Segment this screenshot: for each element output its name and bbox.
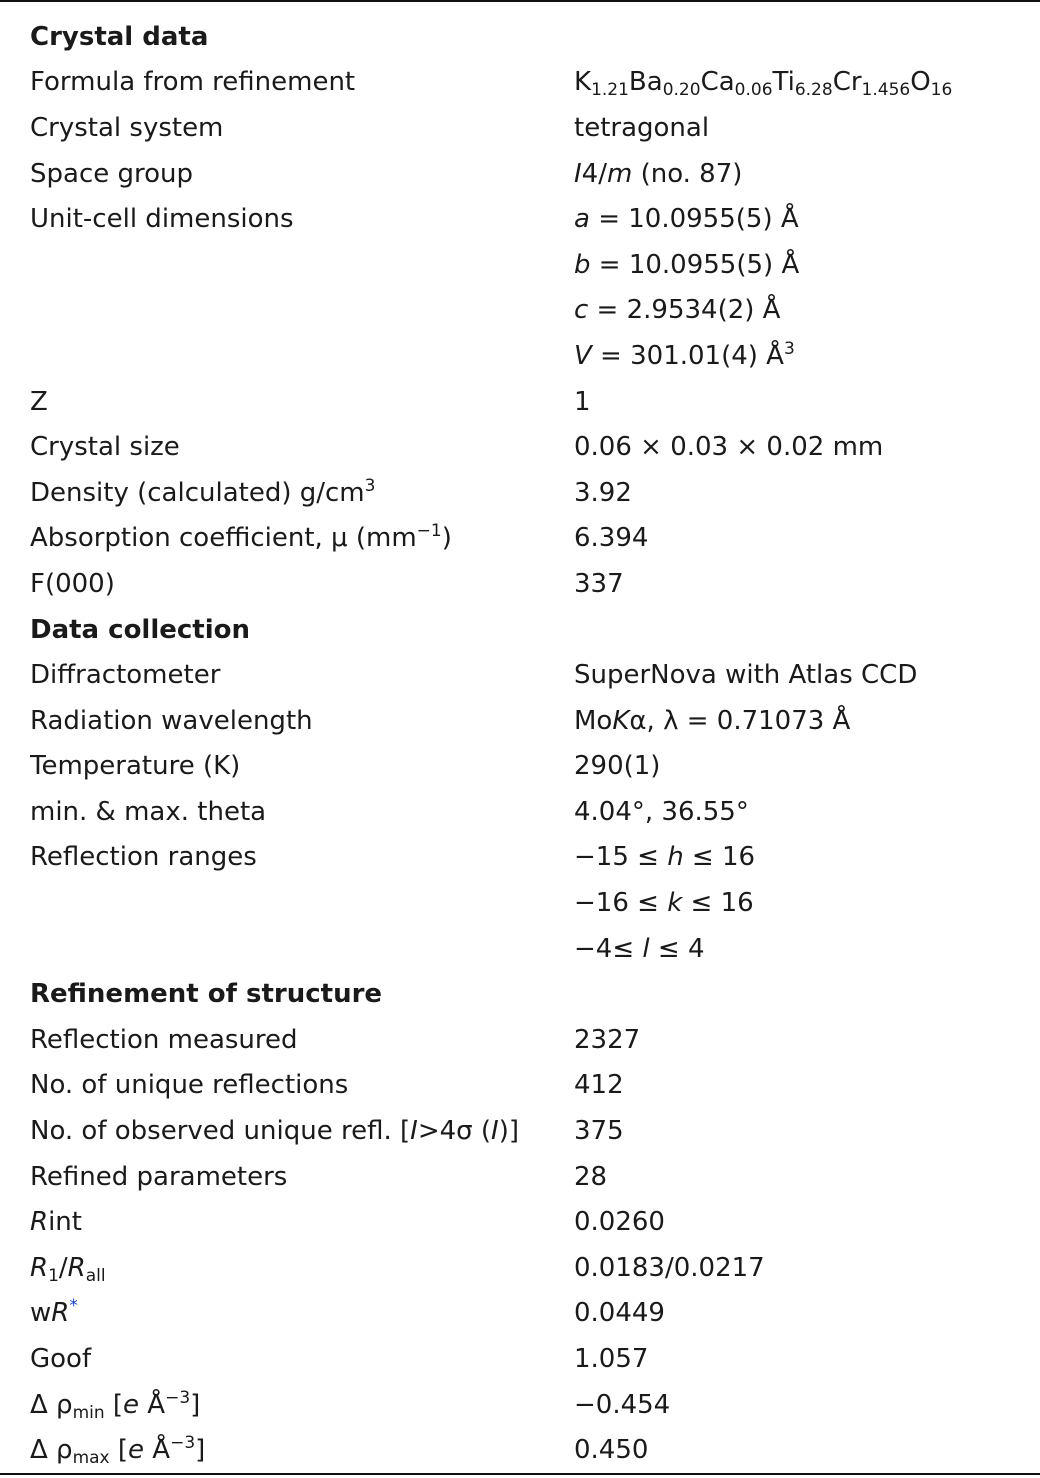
table-row xyxy=(0,561,1040,607)
row-label: Refined parameters xyxy=(30,1161,288,1192)
table-row xyxy=(0,1427,1040,1473)
section-row xyxy=(0,607,1040,653)
row-value: tetragonal xyxy=(574,112,710,143)
row-value: 0.06 × 0.03 × 0.02 mm xyxy=(574,432,884,463)
table-row xyxy=(0,60,1040,106)
table-row xyxy=(0,1199,1040,1245)
cell-a-value: a = 10.0955(5) Å xyxy=(574,204,799,235)
table-row xyxy=(0,470,1040,516)
row-value: SuperNova with Atlas CCD xyxy=(574,660,918,691)
table-row xyxy=(0,333,1040,379)
table-row xyxy=(0,288,1040,334)
table-row xyxy=(0,516,1040,562)
range-h-value: −15 ≤ h ≤ 16 xyxy=(574,842,756,873)
footnote-link[interactable]: * xyxy=(69,1296,78,1317)
bottom-rule xyxy=(0,1473,1040,1475)
range-l-value: −4≤ l ≤ 4 xyxy=(574,933,705,964)
row-label: Temperature (K) xyxy=(30,751,241,782)
row-value: 1.057 xyxy=(574,1344,649,1375)
section-row xyxy=(0,971,1040,1017)
row-value: 337 xyxy=(574,568,624,599)
section-row xyxy=(0,14,1040,60)
rho-max-label: Δ $\rho_{max}$ [e $Å^{-3}$] xyxy=(30,1433,206,1469)
row-value: 412 xyxy=(574,1070,624,1101)
table-row xyxy=(0,1382,1040,1428)
table-row xyxy=(0,151,1040,197)
row-value: 0.450 xyxy=(574,1435,649,1466)
row-value: 3.92 xyxy=(574,477,632,508)
wavelength-value: MoKα, λ = 0.71073 Å xyxy=(574,705,851,736)
table-row xyxy=(0,242,1040,288)
table-row xyxy=(0,652,1040,698)
table-row xyxy=(0,1291,1040,1337)
row-label: F(000) xyxy=(30,568,115,599)
table-row xyxy=(0,926,1040,972)
row-label: Reflection measured xyxy=(30,1024,298,1055)
row-value: 1 xyxy=(574,386,591,417)
top-rule xyxy=(0,0,1040,2)
table-row xyxy=(0,1108,1040,1154)
section-heading-refinement: Refinement of structure xyxy=(30,979,383,1010)
row-label: Radiation wavelength xyxy=(30,705,313,736)
table-row xyxy=(0,698,1040,744)
observed-label: No. of observed unique refl. [I>4σ (I)] xyxy=(30,1116,519,1147)
cell-b-value: b = 10.0955(5) Å xyxy=(574,249,800,280)
table-row xyxy=(0,789,1040,835)
row-value: 0.0183/0.0217 xyxy=(574,1252,765,1283)
table-row xyxy=(0,379,1040,425)
density-label: Density (calculated) $g/cm^3$ xyxy=(30,475,376,508)
rint-label: Rint xyxy=(30,1207,82,1238)
table-row xyxy=(0,424,1040,470)
table-row xyxy=(0,835,1040,881)
cell-volume-value: V = 301.01(4) $Å^3$ xyxy=(574,338,795,371)
row-value: 28 xyxy=(574,1161,608,1192)
section-heading-data-collection: Data collection xyxy=(30,614,251,645)
row-label: Space group xyxy=(30,158,194,189)
row-value: −0.454 xyxy=(574,1389,671,1420)
row-label: Z xyxy=(30,386,48,417)
table-row xyxy=(0,744,1040,790)
row-label: Formula from refinement xyxy=(30,67,356,98)
row-value: 6.394 xyxy=(574,523,649,554)
space-group-value: I4/m (no. 87) xyxy=(574,158,743,189)
row-label: Crystal size xyxy=(30,432,180,463)
row-label: No. of unique reflections xyxy=(30,1070,349,1101)
table-row xyxy=(0,105,1040,151)
table-row xyxy=(0,1245,1040,1291)
row-value: 2327 xyxy=(574,1024,641,1055)
row-label: Crystal system xyxy=(30,112,224,143)
row-label: Goof xyxy=(30,1344,92,1375)
table-row xyxy=(0,1063,1040,1109)
row-value: 375 xyxy=(574,1116,624,1147)
row-label: Diffractometer xyxy=(30,660,221,691)
crystallographic-data-table xyxy=(0,14,1040,1473)
row-value: 0.0260 xyxy=(574,1207,665,1238)
table-row xyxy=(0,1336,1040,1382)
absorption-label: Absorption coefficient, μ $(mm^{-1})$ xyxy=(30,521,452,554)
table-row xyxy=(0,1154,1040,1200)
row-label: min. & max. theta xyxy=(30,796,267,827)
row-label: Unit-cell dimensions xyxy=(30,204,294,235)
row-value: 0.0449 xyxy=(574,1298,665,1329)
table-row xyxy=(0,880,1040,926)
section-heading-crystal-data: Crystal data xyxy=(30,21,209,52)
r1-rall-label: $R_1/R_{all}$ xyxy=(30,1252,106,1286)
range-k-value: −16 ≤ k ≤ 16 xyxy=(574,888,754,919)
row-value: 290(1) xyxy=(574,751,661,782)
rho-min-label: Δ $\rho_{min}$ [e $Å^{-3}$] xyxy=(30,1387,201,1423)
table-row xyxy=(0,1017,1040,1063)
formula-value: $K_{1.21}Ba_{0.20}Ca_{0.06}Ti_{6.28}Cr_{1.456}O_{16}$ xyxy=(574,67,953,101)
wr-label: wR* xyxy=(30,1296,78,1329)
cell-c-value: c = 2.9534(2) Å xyxy=(574,295,781,326)
row-value: 4.04°, 36.55° xyxy=(574,796,749,827)
table-row xyxy=(0,196,1040,242)
row-label: Reflection ranges xyxy=(30,842,257,873)
